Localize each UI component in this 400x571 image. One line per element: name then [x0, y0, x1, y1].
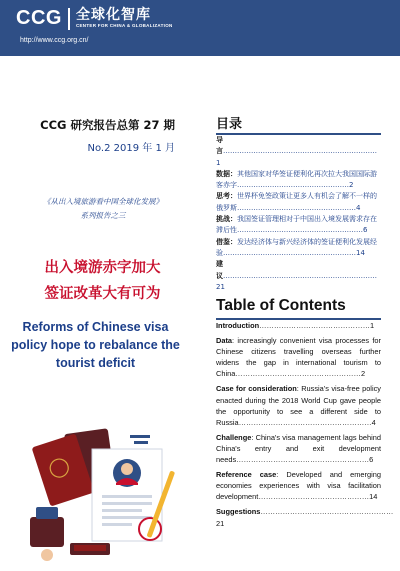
- toc-cn-entry-suggestions[interactable]: [216, 259, 381, 293]
- toc-cn-entry-intro[interactable]: [216, 135, 381, 169]
- toc-cn-label: 借鉴：: [216, 237, 237, 246]
- toc-en-entry-case[interactable]: [216, 383, 381, 427]
- series-title: [28, 195, 178, 223]
- chinese-title-line-1: 出入境游赤字加大: [44, 260, 161, 276]
- report-number: CCG 研究报告总第 27 期: [40, 118, 175, 132]
- toc-en-list: [216, 320, 394, 533]
- toc-en-label: Data: [216, 336, 233, 346]
- toc-cn-text: …………………………………………………………21: [216, 271, 377, 291]
- passport-visa-illustration: [30, 425, 190, 565]
- toc-en-label: Suggestions: [216, 507, 261, 517]
- toc-en-label: Reference case: [216, 470, 277, 480]
- toc-cn-label: 挑战：: [216, 215, 237, 224]
- logo-cn-text: 全球化智库: [75, 7, 151, 23]
- toc-en-label: Case for consideration: [216, 384, 297, 394]
- toc-cn-text: 其他国家对华签证便利化再次拉大我国国际游客赤字…………………………………………2: [216, 169, 377, 190]
- toc-cn-entry-reference[interactable]: [216, 237, 381, 260]
- toc-cn-text: 世界杯免签政策让更多人有机会了解不一样的俄罗斯……………………………………………4: [216, 192, 377, 212]
- toc-cn-label: 建议: [216, 260, 223, 280]
- toc-en-entry-challenge[interactable]: [216, 432, 381, 465]
- toc-en-text: ………………………………………1: [259, 321, 375, 330]
- toc-cn-title: 目录: [216, 117, 243, 132]
- toc-en-text: : Russia’s visa-free policy enacted during the 2018 World Cup gave people the opportunity to see a different side to Russia………………………………………………4: [216, 384, 381, 427]
- toc-en-text: : increasingly convenient visa processes for Chinese citizens travelling overseas further widens the gap in international tourism to China……………………………………………2: [216, 336, 381, 379]
- toc-cn-text: 发达经济体与新兴经济体的签证便利化发展经验…………………………………………………14: [216, 237, 377, 257]
- site-url: http://www.ccg.org.cn/: [20, 37, 89, 44]
- toc-en-label: Introduction: [216, 321, 260, 330]
- logo-divider: [68, 8, 70, 30]
- toc-cn-entry-thinking[interactable]: [216, 191, 381, 214]
- passport-visa-icon: [30, 425, 190, 565]
- series-line-2: 系列报告之三: [80, 211, 126, 220]
- toc-cn-list: [216, 135, 381, 293]
- series-line-1: 《从出入境旅游看中国全球化发展》: [43, 197, 163, 206]
- ccg-logo: [16, 7, 173, 30]
- header-band: [0, 0, 400, 56]
- toc-en-label: Challenge: [216, 432, 252, 442]
- toc-cn-label: 数据：: [216, 169, 237, 178]
- logo-ccg-text: CCG: [16, 7, 62, 29]
- logo-text-group: [76, 8, 173, 29]
- toc-en-text: : China's visa management lags behind China's entry and exit development needs………………………………………………6: [216, 432, 381, 465]
- toc-cn-label: 思考：: [216, 192, 237, 201]
- toc-en-entry-introduction[interactable]: [216, 320, 381, 331]
- logo-en-text: CENTER FOR CHINA & GLOBALIZATION: [75, 23, 173, 28]
- chinese-title-line-2: 签证改革大有可为: [44, 286, 161, 302]
- toc-cn-entry-challenge[interactable]: [216, 214, 381, 237]
- issue-date: No.2 2019 年 1 月: [87, 143, 175, 154]
- english-title: Reforms of Chinese visa policy hope to rebalance the tourist deficit: [11, 320, 180, 370]
- toc-cn-text: 我国签证管理相对于中国出入境发展需求存在滞后性………………………………………………6: [216, 215, 377, 235]
- toc-en-title: Table of Contents: [216, 297, 346, 314]
- toc-en-entry-suggestions[interactable]: [216, 506, 394, 528]
- toc-en-entry-data[interactable]: [216, 335, 381, 379]
- toc-cn-text: …………………………………………………………1: [216, 147, 377, 167]
- toc-en-text: : Developed and emerging economies experiences with visa facilitation development………………………………………14: [216, 470, 381, 502]
- toc-cn-entry-data[interactable]: [216, 169, 381, 192]
- chinese-title: [20, 255, 185, 307]
- toc-en-text: ………………………………………………21: [216, 507, 394, 528]
- toc-cn-label: 导言: [216, 136, 223, 156]
- toc-en-entry-reference[interactable]: [216, 469, 381, 502]
